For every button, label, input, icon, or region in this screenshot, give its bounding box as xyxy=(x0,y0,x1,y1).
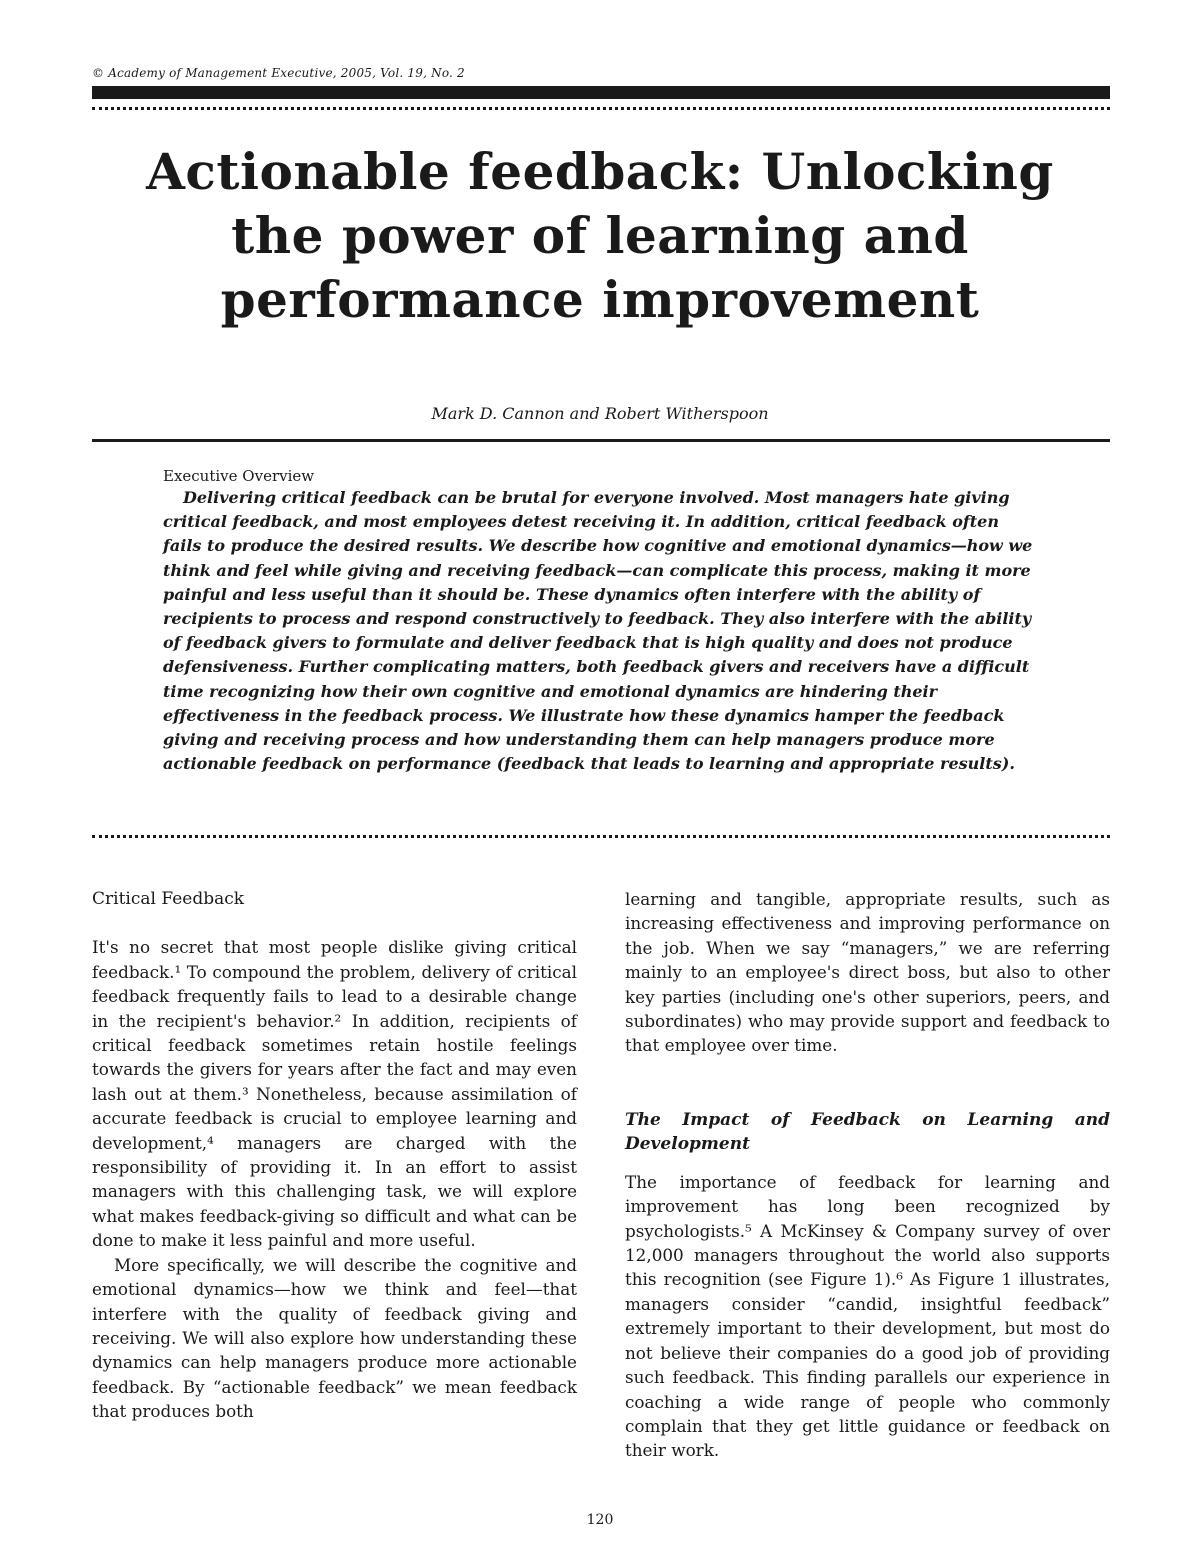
overview-heading: Executive Overview xyxy=(163,467,315,485)
executive-overview xyxy=(163,466,1033,776)
header-bar xyxy=(92,86,1110,99)
section-heading: Critical Feedback xyxy=(92,889,245,909)
journal-citation: © Academy of Management Executive, 2005, Vol. 19, No. 2 xyxy=(92,66,465,80)
right-column xyxy=(625,887,1110,1463)
article-title: Actionable feedback: Unlocking the power of learning and performance improvement xyxy=(146,142,1054,329)
paragraph: More specifically, we will describe the cognitive and emotional dynamics—how we think and feel—that interfere with the quality of feedback giving and receiving. We will also explore how understanding these dynamics can help managers produce more actionable feedback. By “actionable feedback” we mean feedback that produces both xyxy=(92,1254,577,1422)
header-dotted-rule xyxy=(92,107,1110,110)
overview-dotted-rule xyxy=(92,835,1110,838)
overview-body: Delivering critical feedback can be brutal for everyone involved. Most managers hate giving critical feedback, and most employees detest receiving it. In addition, critical feedback often fails to produce the desired results. We describe how cognitive and emotional dynamics—how we think and feel while giving and receiving feedback—can complicate this process, making it more painful and less useful than it should be. These dynamics often interfere with the ability of recipients to process and respond constructively to feedback. They also interfere with the ability of feedback givers to formulate and deliver feedback that is high quality and does not produce defensiveness. Further complicating matters, both feedback givers and receivers have a difficult time recognizing how their own cognitive and emotional dynamics are hindering their effectiveness in the feedback process. We illustrate how these dynamics hamper the feedback giving and receiving process and how understanding them can help managers produce more actionable feedback on performance (feedback that leads to learning and appropriate results). xyxy=(163,488,1033,774)
paragraph: learning and tangible, appropriate results, such as increasing effectiveness and improving performance on the job. When we say “managers,” we are referring mainly to an employee's direct boss, but also to other key parties (including one's other superiors, peers, and subordinates) who may provide support and feedback to that employee over time. xyxy=(625,889,1110,1056)
authors: Mark D. Cannon and Robert Witherspoon xyxy=(431,404,769,423)
subsection-heading: The Impact of Feedback on Learning and Development xyxy=(625,1109,1110,1154)
left-column xyxy=(92,887,577,1424)
page-number: 120 xyxy=(586,1512,614,1528)
paragraph: The importance of feedback for learning and improvement has long been recognized by psychologists.⁵ A McKinsey & Company survey of over 12,000 managers throughout the world also supports this recognition (see Figure 1).⁶ As Figure 1 illustrates, managers consider “candid, insightful feedback” extremely important to their development, but most do not believe their companies do a good job of providing such feedback. This finding parallels our experience in coaching a wide range of people who commonly complain that they get little guidance or feedback on their work. xyxy=(625,1171,1110,1461)
authors-rule xyxy=(92,439,1110,442)
paragraph: It's no secret that most people dislike giving critical feedback.¹ To compound the problem, delivery of critical feedback frequently fails to lead to a desirable change in the recipient's behavior.² In addition, recipients of critical feedback sometimes retain hostile feelings towards the givers for years after the fact and may even lash out at them.³ Nonetheless, because assimilation of accurate feedback is crucial to employee learning and development,⁴ managers are charged with the responsibility of providing it. In an effort to assist managers with this challenging task, we will explore what makes feedback-giving so difficult and what can be done to make it less painful and more useful. xyxy=(92,937,577,1251)
